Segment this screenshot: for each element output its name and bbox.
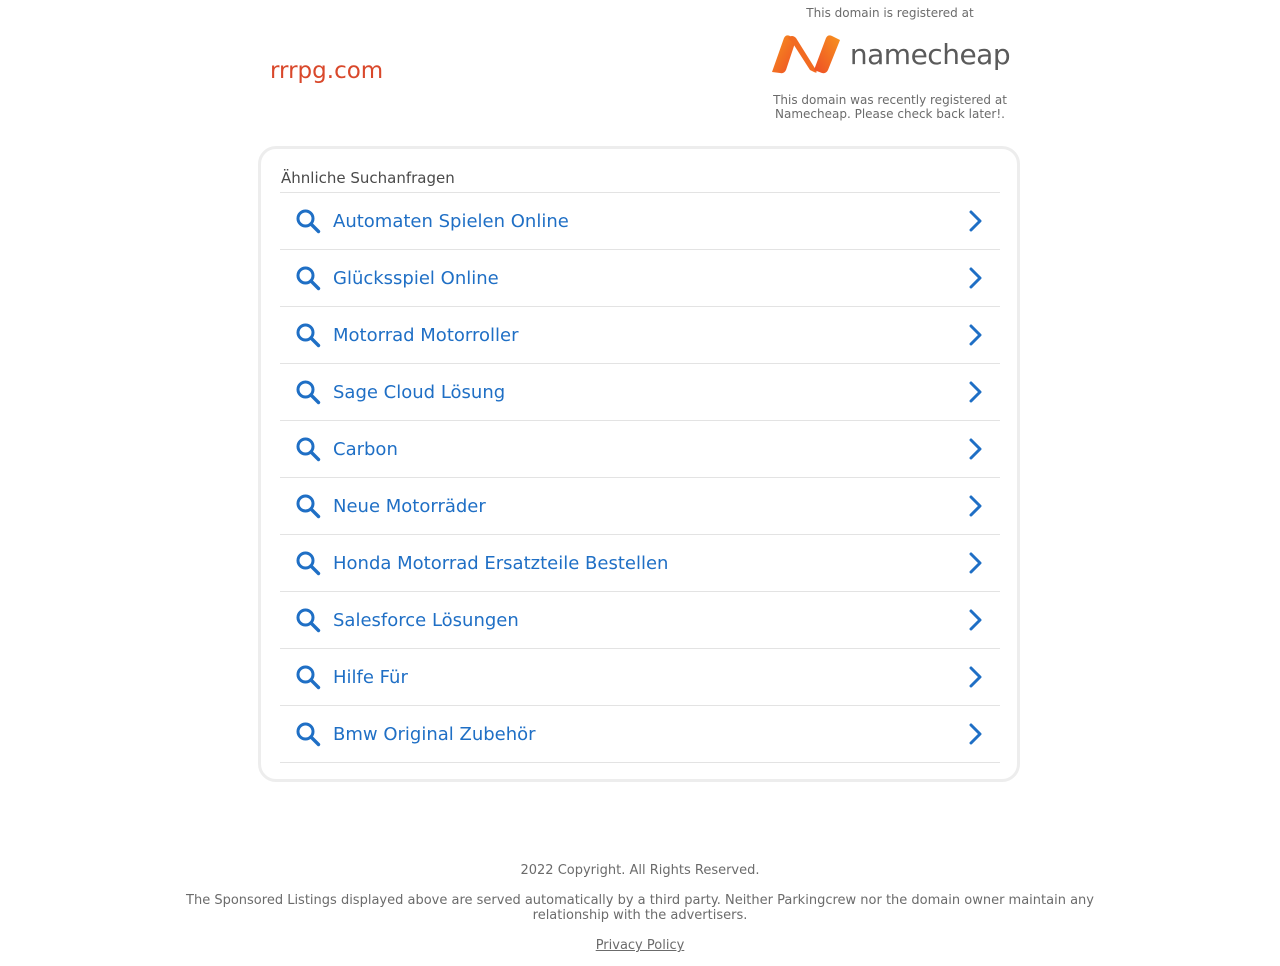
related-search-item[interactable] — [280, 706, 1000, 763]
chevron-right-icon — [968, 381, 982, 403]
search-icon — [295, 436, 321, 462]
chevron-right-icon — [968, 723, 982, 745]
related-search-label[interactable]: Bmw Original Zubehör — [333, 723, 536, 745]
related-search-item[interactable] — [280, 364, 1000, 421]
privacy-policy — [0, 938, 1280, 953]
namecheap-logo-icon — [770, 34, 842, 74]
related-searches-card — [258, 146, 1020, 782]
privacy-policy-link[interactable]: Privacy Policy — [595, 938, 685, 953]
search-icon — [295, 550, 321, 576]
registrar-bottom-line-1: This domain was recently registered at — [773, 93, 1007, 107]
related-search-label[interactable]: Salesforce Lösungen — [333, 609, 519, 631]
related-searches-title: Ähnliche Suchanfragen — [281, 169, 455, 187]
chevron-right-icon — [968, 495, 982, 517]
search-icon — [295, 664, 321, 690]
related-search-label[interactable]: Neue Motorräder — [333, 495, 486, 517]
search-icon — [295, 493, 321, 519]
disclaimer-text — [0, 893, 1280, 923]
related-search-label[interactable]: Automaten Spielen Online — [333, 210, 569, 232]
related-search-item[interactable] — [280, 421, 1000, 478]
search-icon — [295, 322, 321, 348]
chevron-right-icon — [968, 609, 982, 631]
search-icon — [295, 208, 321, 234]
related-search-label[interactable]: Carbon — [333, 438, 398, 460]
search-icon — [295, 607, 321, 633]
chevron-right-icon — [968, 666, 982, 688]
related-search-item[interactable] — [280, 649, 1000, 706]
chevron-right-icon — [968, 267, 982, 289]
related-search-label[interactable]: Motorrad Motorroller — [333, 324, 519, 346]
namecheap-logo-text: namecheap — [849, 37, 1011, 71]
registrar-bottom-line-2: Namecheap. Please check back later!. — [775, 107, 1005, 121]
chevron-right-icon — [968, 438, 982, 460]
related-search-label[interactable]: Hilfe Für — [333, 666, 408, 688]
related-search-item[interactable] — [280, 250, 1000, 307]
domain-title[interactable]: rrrpg.com — [270, 58, 384, 84]
registrar-box — [760, 0, 1020, 121]
registrar-top-text: This domain is registered at — [806, 6, 974, 20]
related-search-item[interactable] — [280, 592, 1000, 649]
copyright-text: 2022 Copyright. All Rights Reserved. — [520, 863, 760, 878]
search-icon — [295, 265, 321, 291]
related-searches-list — [280, 192, 1000, 763]
related-search-label[interactable]: Glücksspiel Online — [333, 267, 499, 289]
related-search-item[interactable] — [280, 478, 1000, 535]
chevron-right-icon — [968, 552, 982, 574]
registrar-bottom-text — [760, 93, 1020, 121]
disclaimer-line-1: The Sponsored Listings displayed above are served automatically by a third party. Neither Parkingcrew nor the domain owner maintain any — [186, 893, 1094, 908]
search-icon — [295, 379, 321, 405]
related-search-label[interactable]: Sage Cloud Lösung — [333, 381, 506, 403]
disclaimer-line-2: relationship with the advertisers. — [532, 908, 748, 923]
related-search-item[interactable] — [280, 307, 1000, 364]
search-icon — [295, 721, 321, 747]
chevron-right-icon — [968, 324, 982, 346]
chevron-right-icon — [968, 210, 982, 232]
related-search-item[interactable] — [280, 535, 1000, 592]
related-search-label[interactable]: Honda Motorrad Ersatzteile Bestellen — [333, 552, 669, 574]
namecheap-logo[interactable] — [760, 32, 1020, 76]
related-search-item[interactable] — [280, 193, 1000, 250]
